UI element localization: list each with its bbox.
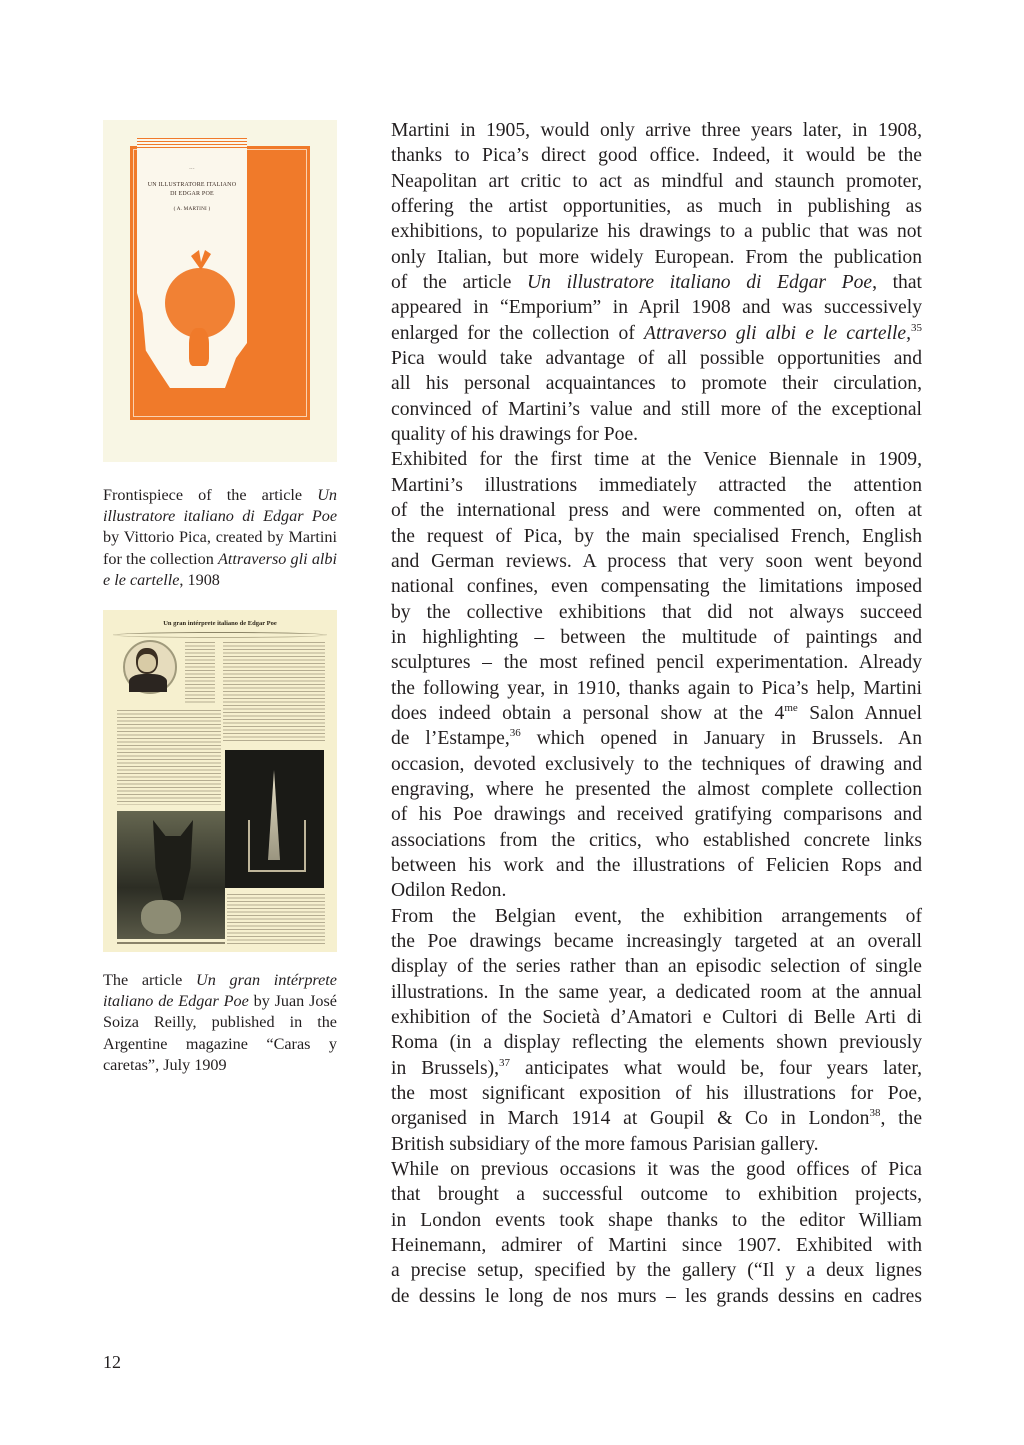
body-line: convinced of Martini’s value and still more of the exceptional bbox=[391, 398, 922, 420]
body-line: of the international press and were commented on, often at bbox=[391, 500, 922, 522]
magazine-article-image bbox=[103, 610, 337, 952]
frontispiece-title-line1: UN ILLUSTRATORE ITALIANO bbox=[147, 182, 237, 188]
body-line: all his personal acquaintances to promote their circulation, bbox=[391, 373, 922, 395]
body-line: the Poe drawings became increasingly targeted at an overall bbox=[391, 931, 922, 952]
body-line: From the Belgian event, the exhibition arrangements of bbox=[391, 905, 922, 927]
curtain-rod bbox=[137, 138, 247, 148]
body-line: appeared in “Emporium” in April 1908 and was successively bbox=[391, 297, 922, 319]
body-line: British subsidiary of the more famous Parisian gallery. bbox=[391, 1133, 819, 1155]
body-line: the request of Pica, by the main specialised French, English bbox=[391, 525, 922, 547]
body-line: Martini’s illustrations immediately attracted the attention bbox=[391, 474, 922, 496]
body-line: of his Poe drawings and received gratifying comparisons and bbox=[391, 804, 922, 826]
body-line: the following year, in 1910, thanks again to Pica’s help, Martini bbox=[391, 677, 922, 699]
body-line: exhibition of the Società d’Amatori e Cultori di Belle Arti di bbox=[391, 1007, 922, 1029]
body-line: occasion, devoted exclusively to the techniques of drawing and bbox=[391, 753, 922, 775]
page-number: 12 bbox=[103, 1352, 121, 1372]
body-line: the most significant exposition of his illustrations for Poe, bbox=[391, 1083, 922, 1105]
body-line: Odilon Redon. bbox=[391, 880, 507, 902]
body-line: Martini in 1905, would only arrive three years later, in 1908, bbox=[391, 120, 922, 141]
body-line: only Italian, but more widely European. From the publication bbox=[391, 246, 922, 268]
text-column bbox=[227, 894, 325, 944]
figure-caption-1: Frontispiece of the article Un illustratore italiano di Edgar Poe by Vittorio Pica, created by Martini for the collection Attraverso gli albi e le cartelle, 1908 bbox=[103, 486, 338, 589]
body-line: Neapolitan art critic to act as mindful and staunch promoter, bbox=[391, 170, 922, 192]
text-column bbox=[117, 710, 221, 805]
body-line: display of the series rather than an episodic selection of single bbox=[391, 956, 922, 978]
body-line: exhibitions, to popularize his drawings to a public that was not bbox=[391, 221, 922, 243]
frontispiece-image bbox=[103, 120, 337, 462]
body-line: offering the artist opportunities, as much in publishing as bbox=[391, 196, 922, 218]
body-line: does indeed obtain a personal show at the $4^{me}$ Salon Annuel bbox=[391, 701, 923, 724]
frontispiece-subtitle: ( A. MARTINI ) bbox=[173, 206, 211, 212]
frontispiece-small-text: ··· bbox=[189, 166, 195, 172]
body-line: by the collective exhibitions that did not always succeed bbox=[391, 601, 922, 623]
body-line: de dessins le long de nos murs – les grands dessins en cadres bbox=[391, 1285, 922, 1307]
article-heading: Un gran intérprete italiano de Edgar Poe bbox=[163, 620, 277, 627]
text-column bbox=[185, 642, 215, 704]
body-line: thanks to Pica’s direct good office. Indeed, it would be the bbox=[391, 145, 922, 167]
body-line: in highlighting – between the multitude of paintings and bbox=[391, 626, 922, 648]
body-line: that brought a successful outcome to exhibition projects, bbox=[391, 1184, 922, 1206]
body-line: While on previous occasions it was the good offices of Pica bbox=[391, 1159, 922, 1181]
body-line: Exhibited for the first time at the Venice Biennale in 1909, bbox=[391, 449, 922, 471]
body-line: Pica would take advantage of all possible opportunities and bbox=[391, 348, 922, 370]
illustration-caption-line bbox=[117, 942, 225, 944]
body-line: quality of his drawings for Poe. bbox=[391, 424, 639, 446]
vase-illustration bbox=[189, 328, 209, 366]
body-line: organised in March 1914 at Goupil & Co in London$^{38}$, the bbox=[391, 1107, 923, 1130]
body-line: Heinemann, admirer of Martini since 1907. Exhibited with bbox=[391, 1235, 922, 1257]
body-line: of the article Un illustratore italiano di Edgar Poe, that bbox=[391, 272, 922, 294]
body-line: a precise setup, specified by the gallery (“Il y a deux lignes bbox=[391, 1260, 922, 1282]
text-column bbox=[223, 642, 325, 742]
figure-caption-2: The article Un gran intérprete italiano de Edgar Poe by Juan José Soiza Reilly, published in the Argentine magazine “Caras y caretas”, July 1909 bbox=[103, 971, 337, 1074]
body-text bbox=[391, 118, 922, 1309]
body-line: national confines, even compensating the limitations imposed bbox=[391, 576, 922, 598]
ornamental-scroll bbox=[113, 632, 327, 638]
body-line: de l’Estampe,$^{36}$ which opened in January in Brussels. An bbox=[391, 727, 922, 750]
body-line: illustrations. In the same year, a dedicated room at the annual bbox=[391, 981, 922, 1003]
body-line: enlarged for the collection of Attraverso gli albi e le cartelle,$^{35}$ bbox=[391, 321, 922, 344]
body-line: in London events took shape thanks to the editor William bbox=[391, 1209, 922, 1231]
frontispiece-title-line2: DI EDGAR POE bbox=[170, 191, 214, 197]
body-line: between his work and the illustrations of Felicien Rops and bbox=[391, 854, 922, 876]
body-line: and German reviews. A process that very soon went beyond bbox=[391, 550, 922, 572]
body-line: Roma (in a display reflecting the elements shown previously bbox=[391, 1032, 922, 1054]
body-line: engraving, where he presented the almost complete collection bbox=[391, 778, 922, 800]
body-line: sculptures – the most refined pencil experimentation. Already bbox=[391, 652, 922, 674]
body-line: associations from the critics, who established concrete links bbox=[391, 829, 922, 851]
body-line: in Brussels),$^{37}$ anticipates what would be, four years later, bbox=[391, 1056, 923, 1079]
